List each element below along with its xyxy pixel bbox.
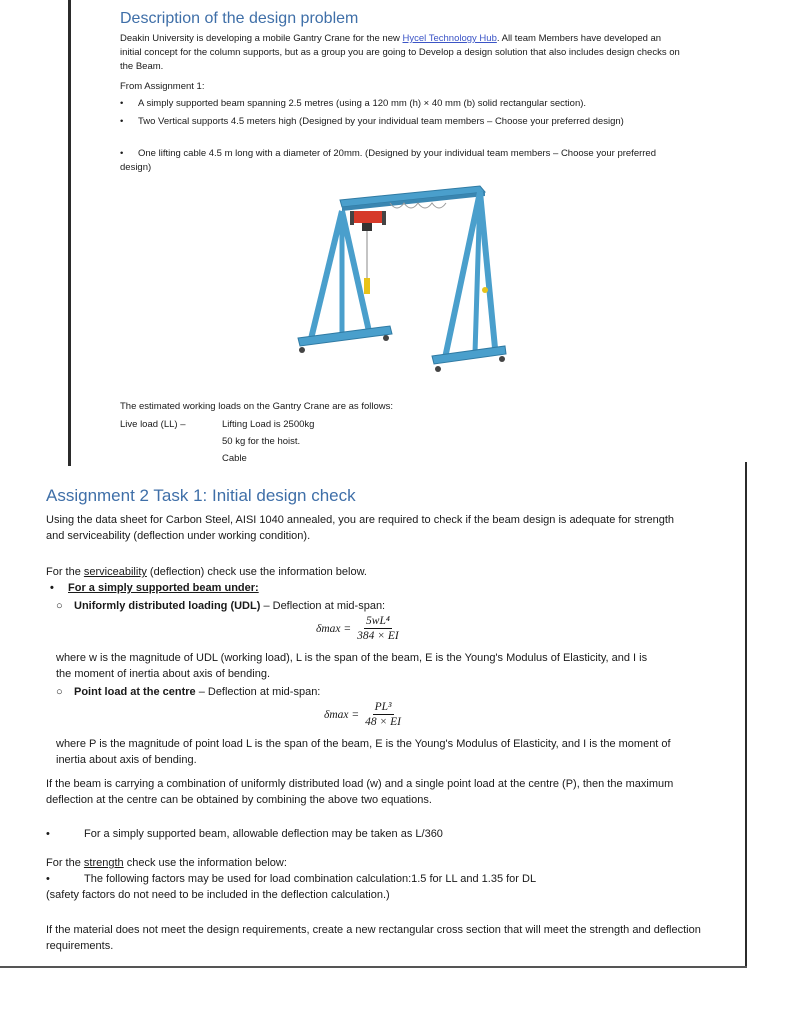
- gantry-crane-illustration: [280, 178, 510, 388]
- load-item-2: 50 kg for the hoist.: [222, 436, 301, 447]
- left-leg-front: [310, 211, 342, 343]
- simply-supported-heading: [50, 580, 259, 596]
- pl-eq-fraction: [363, 700, 403, 729]
- load-item-1: Lifting Load is 2500kg: [222, 419, 315, 430]
- pl-eq-denominator: 48 × EI: [365, 716, 402, 728]
- bullet-dot: •: [50, 582, 54, 594]
- combination-paragraph: If the beam is carrying a combination of uniformly distributed load (w) and a single point load at the centre (P), then the maximum deflection at the centre can be obtained by combining the above two equations.: [46, 778, 674, 806]
- top-bullet-3: [120, 147, 680, 175]
- top-bullet-2: [120, 115, 680, 129]
- svc-word: serviceability: [83, 566, 147, 578]
- udl-eq-numerator: 5wL⁴: [366, 615, 390, 627]
- from-assignment-label: From Assignment 1:: [120, 81, 205, 92]
- load-item-3: Cable: [222, 453, 247, 464]
- bullet-dot: •: [120, 116, 124, 127]
- live-load-label: Live load (LL) –: [120, 419, 186, 430]
- svc-post: (deflection) check use the information below.: [146, 566, 367, 578]
- bottom-divider: [0, 966, 747, 968]
- udl-suffix: – Deflection at mid-span:: [260, 600, 386, 612]
- bullet-dot: •: [46, 828, 50, 840]
- point-load-heading: [56, 684, 320, 700]
- hycel-link[interactable]: Hycel Technology Hub: [402, 33, 497, 44]
- pl-heading-text: Point load at the centre: [74, 686, 196, 698]
- udl-equation: [316, 614, 401, 643]
- str-pre: For the: [46, 857, 84, 869]
- udl-eq-lhs: δmax =: [316, 622, 352, 635]
- pl-eq-numerator: PL³: [374, 701, 392, 713]
- load-factors: [46, 871, 536, 887]
- bottom-section-title: Assignment 2 Task 1: Initial design check: [46, 486, 356, 505]
- top-left-border: [68, 0, 71, 466]
- bullet-dot: •: [120, 98, 124, 109]
- bottom-intro: Using the data sheet for Carbon Steel, AISI 1040 annealed, you are required to check if the beam design is adequate for strength and serviceability (deflection under working condition).: [46, 514, 675, 542]
- top-intro-post: . All team Members have developed an initial concept for the column supports, but as a group you are going to Develop a design solution that also includes design checks on the Beam.: [120, 33, 680, 72]
- point-load-description: where P is the magnitude of point load L is the span of the beam, E is the Young's Modulus of Elasticity, and I is the moment of inertia about axis of bending.: [56, 738, 671, 766]
- loads-intro: The estimated working loads on the Gantry Crane are as follows:: [120, 401, 393, 412]
- str-post: check use the information below:: [123, 857, 287, 869]
- svc-pre: For the: [46, 566, 84, 578]
- udl-eq-denominator: 384 × EI: [357, 630, 399, 642]
- top-section-title: Description of the design problem: [120, 10, 359, 27]
- pl-suffix: – Deflection at mid-span:: [195, 686, 321, 698]
- point-load-equation: [324, 700, 403, 729]
- top-intro: [120, 32, 680, 74]
- top-bullet-3-text: One lifting cable 4.5 m long with a diameter of 20mm. (Designed by your individual team members – Choose your preferred design): [120, 148, 657, 173]
- bullet-dot: •: [46, 873, 50, 885]
- top-bullet-1: [120, 97, 680, 111]
- hook-block: [364, 278, 370, 294]
- str-word: strength: [83, 857, 124, 869]
- hoist-body: [354, 211, 382, 223]
- top-intro-pre: Deakin University is developing a mobile Gantry Crane for the new: [120, 33, 403, 44]
- circle-bullet: ○: [56, 686, 63, 698]
- safety-note: (safety factors do not need to be included in the deflection calculation.): [46, 889, 390, 901]
- right-base: [432, 346, 506, 364]
- udl-heading-text: Uniformly distributed loading (UDL): [74, 600, 261, 612]
- pl-eq-lhs: δmax =: [324, 708, 360, 721]
- allowable-text: For a simply supported beam, allowable deflection may be taken as L/360: [84, 828, 443, 840]
- udl-eq-fraction: [355, 614, 401, 643]
- circle-bullet: ○: [56, 600, 63, 612]
- udl-heading: [56, 598, 385, 614]
- allowable-deflection: [46, 826, 443, 842]
- bullet-dot: •: [120, 148, 124, 159]
- factors-text: The following factors may be used for load combination calculation:1.5 for LL and 1.35 for DL: [84, 873, 537, 885]
- bottom-right-border: [745, 462, 747, 968]
- strength-line: [46, 855, 287, 871]
- top-bullet-2-text: Two Vertical supports 4.5 meters high (Designed by your individual team members – Choose your preferred design): [138, 116, 624, 127]
- serviceability-line: [46, 564, 367, 580]
- ss-heading-text: For a simply supported beam under:: [68, 582, 259, 594]
- final-paragraph: If the material does not meet the design requirements, create a new rectangular cross section that will meet the strength and deflection requirements.: [46, 924, 701, 952]
- udl-description: where w is the magnitude of UDL (working load), L is the span of the beam, E is the Young's Modulus of Elasticity, and I is the moment of inertia about axis of bending.: [56, 652, 648, 680]
- top-bullet-1-text: A simply supported beam spanning 2.5 metres (using a 120 mm (h) × 40 mm (b) solid rectangular section).: [138, 98, 587, 109]
